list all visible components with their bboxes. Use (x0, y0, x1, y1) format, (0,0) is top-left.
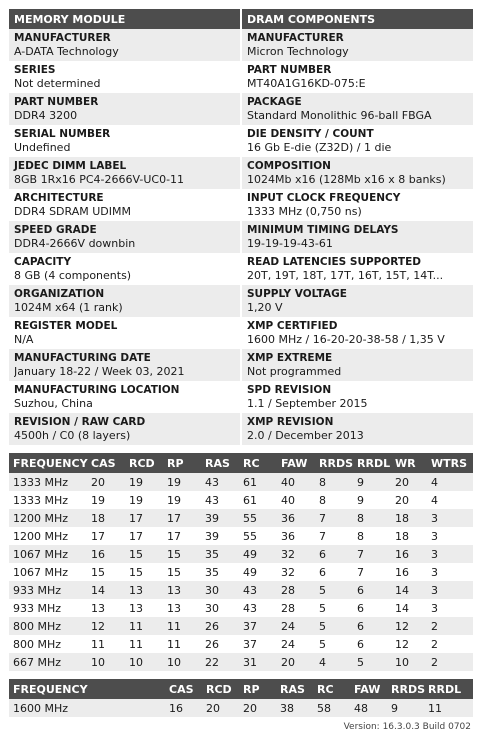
timing-cell: 1333 MHz (9, 473, 87, 491)
timing-cell: 14 (87, 581, 125, 599)
memory-module-field-value: Undefined (14, 141, 71, 154)
memory-module-field-value: N/A (14, 333, 34, 346)
memory-module-field-label: CAPACITY (14, 256, 72, 268)
memory-module-field-value: 1024M x64 (1 rank) (14, 301, 123, 314)
timing-column-header: WTRS (427, 453, 473, 473)
timing-row (9, 491, 473, 509)
dram-component-field-value: 2.0 / December 2013 (247, 429, 364, 442)
timing-cell: 19 (125, 491, 163, 509)
dram-component-field-label: XMP EXTREME (247, 352, 333, 364)
dram-component-field-label: XMP CERTIFIED (247, 320, 338, 332)
timing-cell: 17 (87, 527, 125, 545)
memory-module-field (9, 189, 240, 221)
dram-component-field-label: SUPPLY VOLTAGE (247, 288, 347, 300)
timing-cell: 5 (315, 599, 353, 617)
timing-row (9, 635, 473, 653)
memory-module-field-label: ORGANIZATION (14, 288, 105, 300)
timing-cell: 13 (125, 581, 163, 599)
timing-cell: 43 (201, 491, 239, 509)
timing-column-header: RAS (201, 453, 239, 473)
timing-column-header: RC (239, 453, 277, 473)
timing-cell: 19 (163, 473, 201, 491)
dram-component-field-value: Not programmed (247, 365, 342, 378)
memory-module-panel (9, 9, 240, 445)
timing-cell: 1333 MHz (9, 491, 87, 509)
timing-cell: 17 (125, 527, 163, 545)
timing-cell: 6 (353, 617, 391, 635)
timing-cell: 4 (427, 473, 473, 491)
dram-component-field-label: COMPOSITION (247, 160, 331, 172)
timing-cell: 20 (87, 473, 125, 491)
memory-module-field-label: MANUFACTURING DATE (14, 352, 151, 364)
dram-component-field-label: MINIMUM TIMING DELAYS (247, 224, 399, 236)
timing-cell: 5 (315, 581, 353, 599)
timing-cell: 1067 MHz (9, 563, 87, 581)
dram-component-field-value: 16 Gb E-die (Z32D) / 1 die (247, 141, 392, 154)
dram-component-field-label: INPUT CLOCK FREQUENCY (247, 192, 401, 204)
timing-cell: 6 (353, 599, 391, 617)
xmp-cell: 16 (165, 699, 202, 717)
timing-cell: 17 (163, 509, 201, 527)
dram-component-field (242, 29, 473, 61)
timing-cell: 13 (163, 599, 201, 617)
xmp-cell: 9 (387, 699, 424, 717)
xmp-header-row (9, 679, 473, 699)
timing-cell: 15 (163, 563, 201, 581)
timing-cell: 6 (315, 563, 353, 581)
timing-cell: 6 (353, 635, 391, 653)
timing-cell: 13 (125, 599, 163, 617)
memory-module-field-label: SERIES (14, 64, 56, 76)
timing-cell: 3 (427, 527, 473, 545)
memory-module-field (9, 413, 240, 445)
timing-cell: 55 (239, 527, 277, 545)
timing-cell: 2 (427, 653, 473, 671)
timing-row (9, 545, 473, 563)
timing-cell: 800 MHz (9, 635, 87, 653)
timing-cell: 10 (125, 653, 163, 671)
timing-cell: 61 (239, 473, 277, 491)
timing-cell: 18 (87, 509, 125, 527)
memory-module-field (9, 349, 240, 381)
timing-cell: 7 (353, 563, 391, 581)
dram-component-field-value: Standard Monolithic 96-ball FBGA (247, 109, 432, 122)
timing-cell: 1067 MHz (9, 545, 87, 563)
dram-component-field-value: MT40A1G16KD-075:E (247, 77, 366, 90)
timing-cell: 12 (391, 617, 427, 635)
memory-module-field-label: SPEED GRADE (14, 224, 97, 236)
dram-component-field (242, 317, 473, 349)
dram-component-field-label: XMP REVISION (247, 416, 334, 428)
timing-cell: 20 (391, 491, 427, 509)
dram-component-field-value: 1333 MHz (0,750 ns) (247, 205, 362, 218)
timing-column-header: WR (391, 453, 427, 473)
xmp-column-header: RP (239, 679, 276, 699)
timing-cell: 2 (427, 635, 473, 653)
dram-component-field (242, 93, 473, 125)
dram-component-field (242, 349, 473, 381)
dram-component-field (242, 125, 473, 157)
memory-module-field-label: JEDEC DIMM LABEL (14, 160, 127, 172)
timing-cell: 61 (239, 491, 277, 509)
dram-component-field (242, 413, 473, 445)
timing-cell: 3 (427, 563, 473, 581)
timing-cell: 8 (353, 527, 391, 545)
xmp-column-header: RRDS (387, 679, 424, 699)
timing-row (9, 599, 473, 617)
timing-column-header: FREQUENCY (9, 453, 87, 473)
memory-module-field-label: ARCHITECTURE (14, 192, 104, 204)
dram-component-field-value: 19-19-19-43-61 (247, 237, 333, 250)
dram-component-field-label: MANUFACTURER (247, 32, 344, 44)
timing-cell: 5 (315, 635, 353, 653)
timing-cell: 800 MHz (9, 617, 87, 635)
timing-cell: 55 (239, 509, 277, 527)
memory-module-field-value: Not determined (14, 77, 101, 90)
timing-cell: 11 (125, 635, 163, 653)
xmp-column-header: RC (313, 679, 350, 699)
timing-cell: 40 (277, 491, 315, 509)
timing-cell: 3 (427, 599, 473, 617)
timing-cell: 35 (201, 563, 239, 581)
memory-module-field (9, 253, 240, 285)
timing-cell: 3 (427, 581, 473, 599)
timing-cell: 22 (201, 653, 239, 671)
timing-cell: 5 (353, 653, 391, 671)
timing-cell: 13 (87, 599, 125, 617)
timing-cell: 8 (315, 473, 353, 491)
timing-cell: 19 (163, 491, 201, 509)
timing-cell: 16 (391, 563, 427, 581)
xmp-cell: 1600 MHz (9, 699, 165, 717)
timing-cell: 19 (87, 491, 125, 509)
timing-cell: 933 MHz (9, 581, 87, 599)
dram-component-field (242, 157, 473, 189)
memory-module-header: MEMORY MODULE (9, 9, 240, 29)
timing-cell: 14 (391, 581, 427, 599)
memory-module-field (9, 157, 240, 189)
timing-row (9, 581, 473, 599)
timing-cell: 5 (315, 617, 353, 635)
dram-component-field (242, 189, 473, 221)
info-columns (9, 9, 473, 445)
timing-header-row (9, 453, 473, 473)
memory-module-field (9, 221, 240, 253)
dram-component-field-label: READ LATENCIES SUPPORTED (247, 256, 421, 268)
timing-cell: 20 (391, 473, 427, 491)
memory-module-field (9, 93, 240, 125)
timing-cell: 26 (201, 617, 239, 635)
timing-cell: 20 (277, 653, 315, 671)
xmp-column-header: FREQUENCY (9, 679, 165, 699)
timing-cell: 26 (201, 635, 239, 653)
timing-cell: 10 (87, 653, 125, 671)
xmp-column-header: RAS (276, 679, 313, 699)
timing-cell: 4 (427, 491, 473, 509)
dram-component-field-label: PACKAGE (247, 96, 302, 108)
timing-cell: 36 (277, 527, 315, 545)
memory-module-field-value: DDR4 SDRAM UDIMM (14, 205, 131, 218)
timing-cell: 7 (315, 509, 353, 527)
timing-cell: 12 (391, 635, 427, 653)
timing-cell: 24 (277, 617, 315, 635)
dram-component-field (242, 285, 473, 317)
timing-cell: 39 (201, 509, 239, 527)
dram-components-header: DRAM COMPONENTS (242, 9, 473, 29)
timing-cell: 37 (239, 635, 277, 653)
timing-cell: 31 (239, 653, 277, 671)
timing-cell: 19 (125, 473, 163, 491)
timing-cell: 8 (315, 491, 353, 509)
timing-cell: 17 (163, 527, 201, 545)
timing-cell: 15 (125, 545, 163, 563)
timing-cell: 16 (87, 545, 125, 563)
timing-cell: 11 (163, 635, 201, 653)
timing-table (9, 453, 473, 671)
memory-module-field-value: January 18-22 / Week 03, 2021 (14, 365, 185, 378)
timing-cell: 15 (125, 563, 163, 581)
memory-module-field (9, 381, 240, 413)
timing-cell: 11 (87, 635, 125, 653)
memory-module-field-label: REVISION / RAW CARD (14, 416, 146, 428)
timing-cell: 7 (353, 545, 391, 563)
memory-module-field (9, 61, 240, 93)
timing-column-header: RRDS (315, 453, 353, 473)
dram-component-field-value: 1600 MHz / 16-20-20-38-58 / 1,35 V (247, 333, 445, 346)
memory-module-field-value: 8 GB (4 components) (14, 269, 132, 282)
xmp-column-header: RCD (202, 679, 239, 699)
memory-module-field-value: DDR4 3200 (14, 109, 78, 122)
timing-cell: 13 (163, 581, 201, 599)
timing-cell: 2 (427, 617, 473, 635)
timing-column-header: FAW (277, 453, 315, 473)
timing-cell: 7 (315, 527, 353, 545)
dram-component-field-value: Micron Technology (247, 45, 349, 58)
timing-cell: 40 (277, 473, 315, 491)
timing-cell: 49 (239, 563, 277, 581)
xmp-cell: 11 (424, 699, 473, 717)
timing-cell: 4 (315, 653, 353, 671)
timing-cell: 24 (277, 635, 315, 653)
timing-cell: 32 (277, 563, 315, 581)
timing-cell: 667 MHz (9, 653, 87, 671)
memory-module-field-label: MANUFACTURER (14, 32, 111, 44)
dram-components-fields (242, 29, 473, 445)
memory-module-field-label: PART NUMBER (14, 96, 99, 108)
timing-body (9, 473, 473, 671)
timing-cell: 28 (277, 581, 315, 599)
timing-row (9, 617, 473, 635)
memory-module-field-label: REGISTER MODEL (14, 320, 118, 332)
timing-cell: 6 (315, 545, 353, 563)
dram-component-field-value: 1.1 / September 2015 (247, 397, 368, 410)
timing-cell: 37 (239, 617, 277, 635)
xmp-cell: 20 (202, 699, 239, 717)
dram-component-field-label: PART NUMBER (247, 64, 332, 76)
timing-cell: 15 (87, 563, 125, 581)
timing-column-header: CAS (87, 453, 125, 473)
memory-module-field-value: 8GB 1Rx16 PC4-2666V-UC0-11 (14, 173, 185, 186)
dram-component-field (242, 61, 473, 93)
timing-cell: 43 (239, 599, 277, 617)
dram-component-field-label: SPD REVISION (247, 384, 332, 396)
dram-component-field-value: 20T, 19T, 18T, 17T, 16T, 15T, 14T... (247, 269, 444, 282)
xmp-cell: 48 (350, 699, 387, 717)
xmp-row (9, 699, 473, 717)
dram-component-field-value: 1,20 V (247, 301, 283, 314)
timing-cell: 1200 MHz (9, 509, 87, 527)
memory-module-field-label: SERIAL NUMBER (14, 128, 111, 140)
timing-cell: 18 (391, 509, 427, 527)
xmp-column-header: CAS (165, 679, 202, 699)
memory-module-fields (9, 29, 240, 445)
xmp-cell: 58 (313, 699, 350, 717)
xmp-body (9, 699, 473, 717)
timing-cell: 17 (125, 509, 163, 527)
timing-cell: 9 (353, 491, 391, 509)
memory-module-field-value: DDR4-2666V downbin (14, 237, 136, 250)
timing-cell: 43 (239, 581, 277, 599)
timing-row (9, 653, 473, 671)
xmp-cell: 20 (239, 699, 276, 717)
timing-cell: 49 (239, 545, 277, 563)
timing-cell: 3 (427, 545, 473, 563)
memory-module-field-value: A-DATA Technology (14, 45, 119, 58)
memory-module-field (9, 317, 240, 349)
timing-cell: 9 (353, 473, 391, 491)
memory-module-field-value: 4500h / C0 (8 layers) (14, 429, 131, 442)
memory-module-field (9, 125, 240, 157)
timing-cell: 30 (201, 599, 239, 617)
spd-report (9, 9, 473, 732)
timing-cell: 16 (391, 545, 427, 563)
timing-row (9, 527, 473, 545)
dram-component-field (242, 381, 473, 413)
timing-column-header: RRDL (353, 453, 391, 473)
xmp-column-header: RRDL (424, 679, 473, 699)
timing-cell: 28 (277, 599, 315, 617)
memory-module-field (9, 285, 240, 317)
timing-row (9, 509, 473, 527)
memory-module-field (9, 29, 240, 61)
timing-column-header: RP (163, 453, 201, 473)
timing-cell: 12 (87, 617, 125, 635)
dram-component-field (242, 253, 473, 285)
xmp-column-header: FAW (350, 679, 387, 699)
timing-cell: 18 (391, 527, 427, 545)
timing-cell: 3 (427, 509, 473, 527)
dram-component-field-value: 1024Mb x16 (128Mb x16 x 8 banks) (247, 173, 446, 186)
timing-row (9, 563, 473, 581)
timing-cell: 35 (201, 545, 239, 563)
timing-row (9, 473, 473, 491)
timing-cell: 8 (353, 509, 391, 527)
xmp-cell: 38 (276, 699, 313, 717)
timing-cell: 11 (125, 617, 163, 635)
timing-cell: 14 (391, 599, 427, 617)
timing-cell: 30 (201, 581, 239, 599)
memory-module-field-value: Suzhou, China (14, 397, 93, 410)
timing-cell: 11 (163, 617, 201, 635)
timing-cell: 10 (391, 653, 427, 671)
timing-column-header: RCD (125, 453, 163, 473)
timing-cell: 6 (353, 581, 391, 599)
memory-module-field-label: MANUFACTURING LOCATION (14, 384, 180, 396)
timing-cell: 933 MHz (9, 599, 87, 617)
xmp-table (9, 679, 473, 717)
timing-cell: 15 (163, 545, 201, 563)
dram-component-field-label: DIE DENSITY / COUNT (247, 128, 374, 140)
timing-cell: 32 (277, 545, 315, 563)
timing-cell: 43 (201, 473, 239, 491)
timing-cell: 10 (163, 653, 201, 671)
dram-component-field (242, 221, 473, 253)
timing-cell: 39 (201, 527, 239, 545)
dram-components-panel (242, 9, 473, 445)
version-label: Version: 16.3.0.3 Build 0702 (343, 722, 471, 732)
timing-cell: 1200 MHz (9, 527, 87, 545)
timing-cell: 36 (277, 509, 315, 527)
